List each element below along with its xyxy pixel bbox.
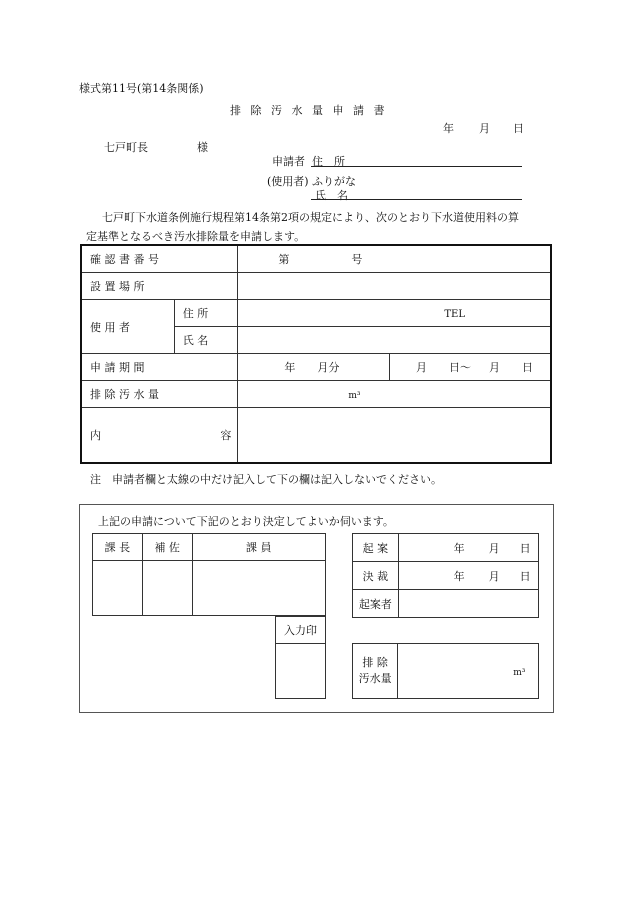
install-location-label-cell [81,273,238,300]
applicant-address-label: 住 所 [312,155,345,168]
confirmation-number-prefix: 第 [278,253,290,266]
staff-header: 課 員 [192,534,325,561]
drafted-month: 月 [488,541,500,555]
drafted-label: 起 案 [353,534,399,562]
applicant-address-field[interactable] [311,166,522,167]
addressee-name: 七戸町長 [104,141,148,154]
volume-unit: m³ [348,390,361,401]
user-address-label: 住 所 [182,307,209,320]
period-day2-label: 日 [521,361,533,374]
decision-text: 上記の申請について下記のとおり決定してよいか伺います。 [98,515,394,528]
confirmation-number-label-cell [81,245,238,273]
applicant-user-label: (使用者) [267,175,309,188]
user-address-label-cell [174,300,238,327]
content-row [81,408,551,464]
decided-volume-unit: m³ [513,667,526,678]
assistant-header: 補 佐 [142,534,192,561]
approved-day: 日 [519,569,531,583]
user-label-cell [81,300,174,354]
staff-stamp-cell[interactable] [192,561,325,616]
period-month2-label: 月 [488,361,500,374]
drafter-field[interactable] [398,590,538,618]
content-label-left: 内 [90,429,101,442]
period-range-field[interactable] [389,354,551,381]
volume-label: 排 除 汚 水 量 [90,388,159,401]
drafted-year: 年 [453,541,465,555]
approved-month: 月 [488,569,500,583]
confirmation-number-field[interactable] [238,245,551,273]
user-name-field[interactable] [238,327,551,354]
approval-table [92,533,326,616]
volume-label-cell [81,381,238,408]
drafted-day: 日 [519,541,531,555]
form-number: 様式第11号(第14条関係) [79,82,204,95]
input-stamp-label: 入力印 [276,617,326,644]
applicant-label: 申請者 [272,155,305,168]
period-row [81,354,551,381]
approved-date-field[interactable] [398,562,538,590]
input-stamp-table [275,616,326,699]
page-title: 排 除 汚 水 量 申 請 書 [230,104,388,117]
note-text: 注 申請者欄と太線の中だけ記入して下の欄は記入しないでください。 [90,473,442,486]
decided-volume-field[interactable] [398,644,539,699]
input-stamp-cell[interactable] [276,644,326,699]
content-label-cell [81,408,238,464]
chief-header: 課 長 [93,534,143,561]
draft-table [352,533,539,618]
confirmation-number-suffix: 号 [351,253,363,266]
drafter-label: 起案者 [353,590,399,618]
confirmation-number-label: 確 認 書 番 号 [90,253,159,266]
applicant-furigana-label: ふりがな [312,175,356,188]
applicant-name-field[interactable] [311,199,522,200]
assistant-stamp-cell[interactable] [142,561,192,616]
date-year-label: 年 [443,122,454,135]
decided-volume-label-2: 汚水量 [358,672,392,685]
content-label-right: 容 [220,429,232,442]
period-month1-label: 月 [415,361,427,374]
content-field[interactable] [238,408,551,464]
addressee-honorific: 様 [197,141,208,154]
drafted-date-field[interactable] [398,534,538,562]
user-label: 使 用 者 [90,320,130,334]
applicant-name-label: 氏 名 [315,189,348,202]
volume-row [81,381,551,408]
period-billing-field[interactable] [238,354,390,381]
user-address-field[interactable] [238,300,551,327]
user-name-label-cell [174,327,238,354]
decided-volume-label-1: 排 除 [362,656,388,669]
decided-volume-table [352,643,539,699]
confirmation-number-row [81,245,551,273]
user-address-row [81,300,551,327]
intro-line-1: 七戸町下水道条例施行規程第14条第2項の規定により、次のとおり下水道使用料の算 [102,211,519,224]
user-tel-label: TEL [444,308,465,320]
decided-volume-label-cell [353,644,398,699]
application-table [80,244,552,464]
date-month-label: 月 [479,122,490,135]
period-label-cell [81,354,238,381]
intro-line-2: 定基準となるべき汚水排除量を申請します。 [86,230,306,243]
period-year-label: 年 [284,361,296,374]
install-location-field[interactable] [238,273,551,300]
user-name-label: 氏 名 [182,334,209,347]
period-day-to-label: 日～ [448,361,471,374]
install-location-label: 設 置 場 所 [90,280,145,293]
period-month-part-label: 月分 [317,361,340,374]
date-day-label: 日 [513,122,524,135]
period-label: 申 請 期 間 [90,361,145,374]
install-location-row [81,273,551,300]
chief-stamp-cell[interactable] [93,561,143,616]
volume-field[interactable] [238,381,551,408]
approved-label: 決 裁 [353,562,399,590]
approved-year: 年 [453,569,465,583]
